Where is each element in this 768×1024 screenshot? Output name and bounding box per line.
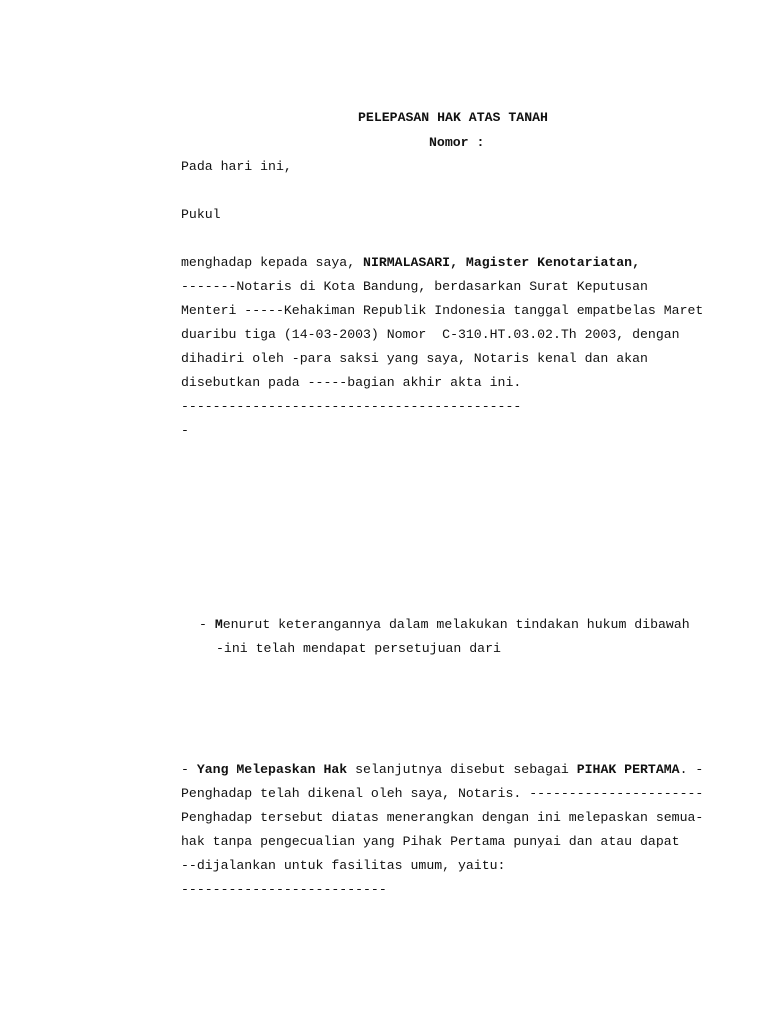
- consent-line-continued: -ini telah mendapat persetujuan dari: [216, 641, 501, 656]
- separator-dash: -: [181, 423, 189, 438]
- first-party-line: [181, 763, 703, 776]
- opening-day-text: Pada hari ini,: [181, 159, 292, 174]
- document-number-label: Nomor :: [429, 135, 485, 150]
- first-party-tail: . -: [679, 762, 704, 777]
- consent-dash: -: [199, 617, 215, 632]
- appearance-line: dihadiri oleh -para saksi yang saya, Notaris kenal dan akan: [181, 351, 648, 366]
- consent-line-rest: enurut keterangannya dalam melakukan tindakan hukum dibawah: [222, 617, 690, 632]
- first-party-text-line: hak tanpa pengecualian yang Pihak Pertama punyai dan atau dapat: [181, 834, 680, 849]
- appearance-line: -------Notaris di Kota Bandung, berdasarkan Surat Keputusan: [181, 279, 648, 294]
- appearance-line: disebutkan pada -----bagian akhir akta ini.: [181, 375, 522, 390]
- appearance-line: Menteri -----Kehakiman Republik Indonesia tanggal empatbelas Maret: [181, 303, 704, 318]
- first-party-role: Yang Melepaskan Hak: [196, 762, 348, 777]
- separator-line: --------------------------: [181, 882, 387, 897]
- appearance-line: duaribu tiga (14-03-2003) Nomor C-310.HT.03.02.Th 2003, dengan: [181, 327, 680, 342]
- document-title: PELEPASAN HAK ATAS TANAH: [358, 110, 548, 125]
- first-party-dash: -: [181, 762, 197, 777]
- separator-line: -------------------------------------------: [181, 399, 522, 414]
- consent-line: [199, 618, 690, 631]
- notary-name: NIRMALASARI, Magister Kenotariatan,: [363, 255, 641, 270]
- first-party-text-line: --dijalankan untuk fasilitas umum, yaitu:: [181, 858, 506, 873]
- appearance-prefix: menghadap kepada saya,: [181, 255, 364, 270]
- opening-time-text: Pukul: [181, 207, 221, 222]
- first-party-text-line: Penghadap telah dikenal oleh saya, Notaris. ----------------------: [181, 786, 704, 801]
- first-party-text-line: Penghadap tersebut diatas menerangkan dengan ini melepaskan semua-: [181, 810, 704, 825]
- first-party-name: PIHAK PERTAMA: [576, 762, 680, 777]
- first-party-middle: selanjutnya disebut sebagai: [347, 762, 577, 777]
- appearance-first-line: [181, 256, 640, 269]
- consent-first-letter: M: [214, 617, 223, 632]
